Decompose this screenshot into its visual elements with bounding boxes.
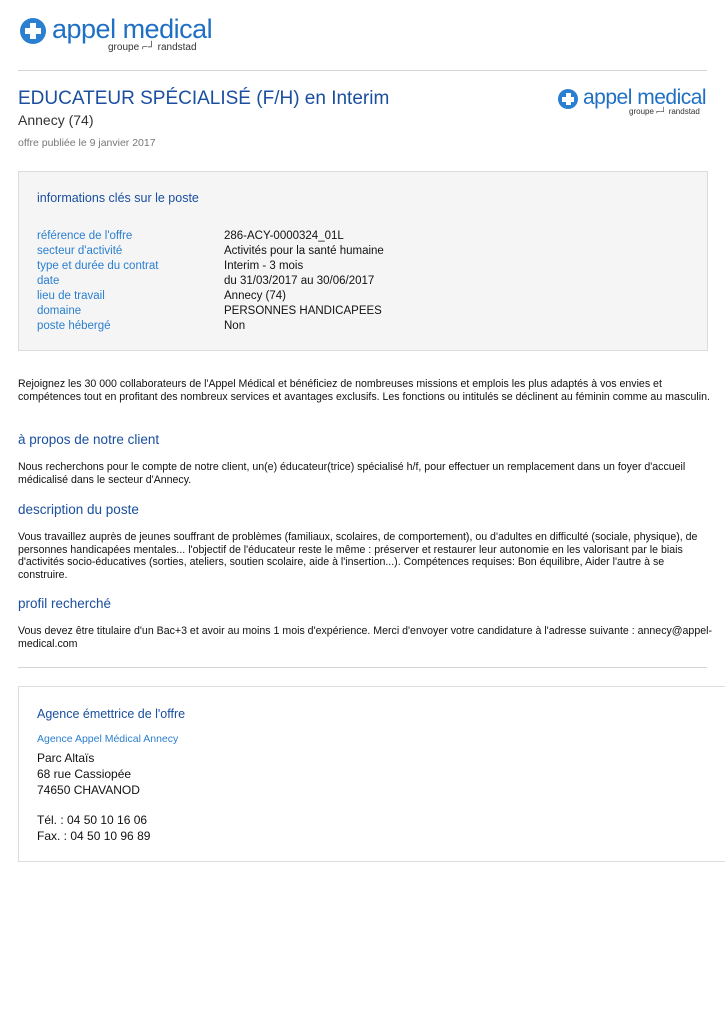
- appel-medical-logo: [20, 14, 212, 53]
- key-info-value: PERSONNES HANDICAPEES: [224, 305, 382, 317]
- logo-subtitle: groupe ⌐┘ randstad: [108, 42, 197, 53]
- logo-brand: appel medical: [583, 86, 707, 109]
- key-info-label: type et durée du contrat: [37, 260, 159, 272]
- offer-published-date: offre publiée le 9 janvier 2017: [18, 137, 156, 149]
- key-info-value: 286-ACY-0000324_01L: [224, 230, 344, 242]
- key-info-value: Annecy (74): [224, 290, 287, 302]
- medical-cross-icon: [20, 18, 46, 44]
- key-info-table: [37, 229, 384, 334]
- key-info-label: référence de l'offre: [37, 230, 133, 242]
- key-info-row: [37, 319, 384, 334]
- logo-subtitle: groupe ⌐┘ randstad: [629, 107, 700, 116]
- key-info-row: [37, 259, 384, 274]
- key-info-label: secteur d'activité: [37, 245, 123, 257]
- key-info-label: domaine: [37, 305, 82, 317]
- key-info-value: Non: [224, 320, 246, 332]
- key-info-label: poste hébergé: [37, 320, 111, 332]
- client-heading: à propos de notre client: [18, 432, 160, 447]
- key-info-value: Activités pour la santé humaine: [224, 245, 384, 257]
- agency-phone: Tél. : 04 50 10 16 06: [37, 813, 148, 827]
- agency-box: [18, 686, 725, 862]
- profile-paragraph: Vous devez être titulaire d'un Bac+3 et avoir au moins 1 mois d'expérience. Merci d'envoyer votre candidature à l'adresse suivante : annecy@appel-medical.com: [18, 625, 712, 650]
- key-info-value: du 31/03/2017 au 30/06/2017: [224, 275, 375, 287]
- offer-location: Annecy (74): [18, 112, 94, 128]
- key-info-label: date: [37, 275, 60, 287]
- client-paragraph: Nous recherchons pour le compte de notre client, un(e) éducateur(trice) spécialisé h/f, pour effectuer un remplacement dans un foyer d'accueil médicalisé dans le secteur d'Annecy.: [18, 461, 686, 486]
- agency-contact: [37, 812, 150, 844]
- address-line: 68 rue Cassiopée: [37, 767, 132, 781]
- key-info-row: [37, 289, 384, 304]
- key-info-heading: informations clés sur le poste: [37, 191, 199, 205]
- medical-cross-icon: [558, 89, 578, 109]
- key-info-row: [37, 304, 384, 319]
- agency-fax: Fax. : 04 50 10 96 89: [37, 829, 151, 843]
- profile-heading: profil recherché: [18, 596, 112, 611]
- key-info-value: Interim - 3 mois: [224, 260, 304, 272]
- key-info-label: lieu de travail: [37, 290, 105, 302]
- intro-paragraph: Rejoignez les 30 000 collaborateurs de l'Appel Médical et bénéficiez de nombreuses missions et emplois les plus adaptés à vos envies et compétences tout en profitant des nombreux services et avantages exclusifs. Les fonctions ou intitulés se déclinent au féminin comme au masculin.: [18, 378, 710, 403]
- divider: [18, 667, 707, 668]
- address-line: 74650 CHAVANOD: [37, 783, 140, 797]
- offer-title: EDUCATEUR SPÉCIALISÉ (F/H) en Interim: [18, 88, 390, 109]
- key-info-box: [18, 171, 708, 351]
- agency-address: [37, 750, 140, 798]
- divider: [18, 70, 707, 71]
- description-paragraph: Vous travaillez auprès de jeunes souffrant de problèmes (familiaux, scolaires, de comportement), ou d'adultes en difficulté (sociale, physique), de personnes handicapées mentales... l'objectif de l'éducateur reste le même : préserver et restaurer leur autonomie en les valorisant par le biais d'activités socio-éducatives (sorties, ateliers, soutien scolaire, aide à l'insertion...). Compétences requises: Bon équilibre, Aider l'autre à se construire.: [18, 531, 698, 581]
- agency-name: Agence Appel Médical Annecy: [37, 733, 179, 745]
- description-heading: description du poste: [18, 502, 139, 517]
- agency-heading: Agence émettrice de l'offre: [37, 707, 186, 721]
- key-info-row: [37, 229, 384, 244]
- key-info-row: [37, 244, 384, 259]
- logo-brand: appel medical: [52, 14, 213, 44]
- address-line: Parc Altaïs: [37, 751, 95, 765]
- appel-medical-logo-small: [558, 86, 706, 116]
- key-info-row: [37, 274, 384, 289]
